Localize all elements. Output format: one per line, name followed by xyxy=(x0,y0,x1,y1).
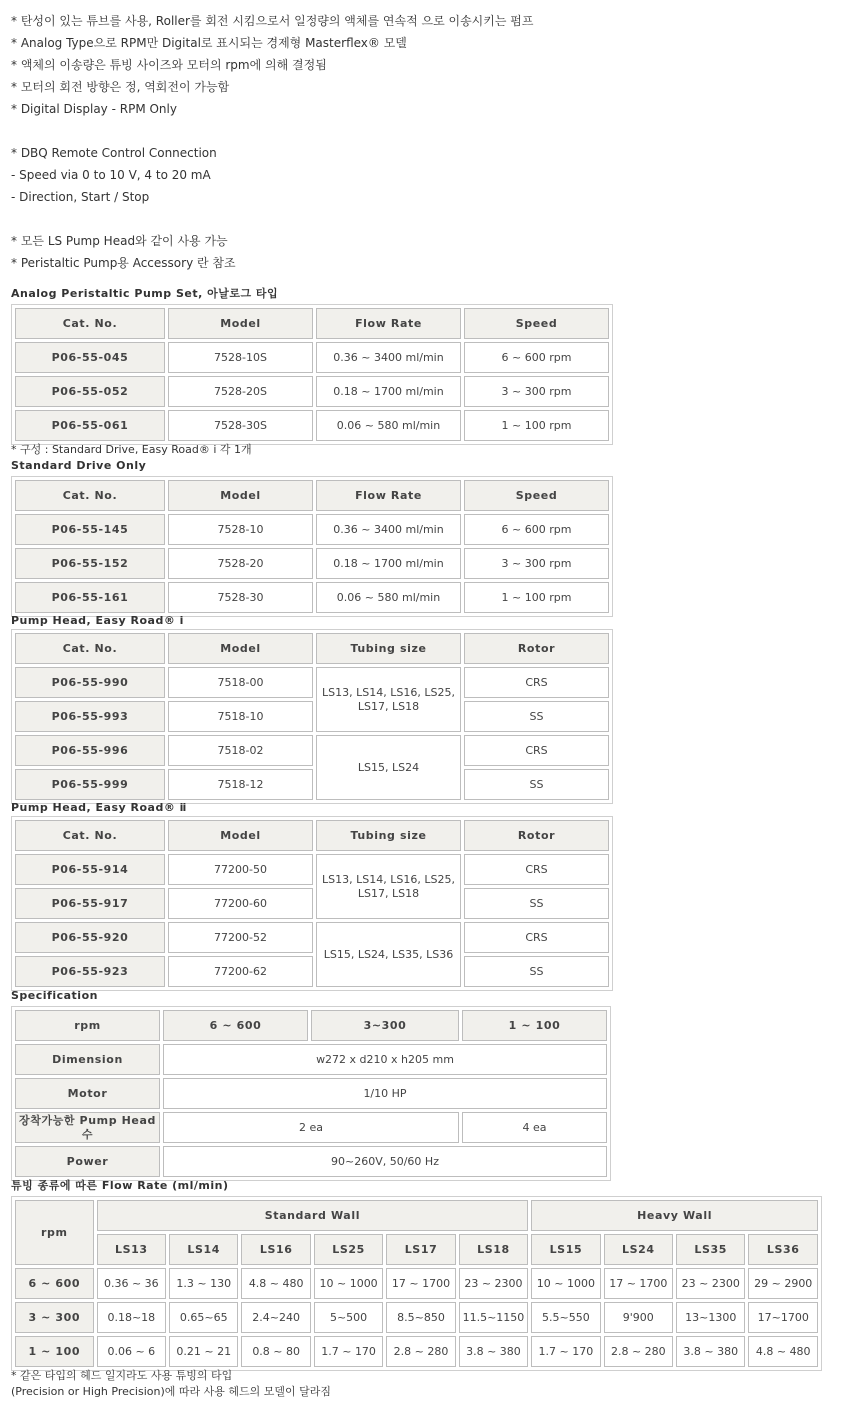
head2-table xyxy=(11,816,613,991)
speed-cell: 1 ~ 100 rpm xyxy=(464,410,609,441)
flow-section-title: 튜빙 종류에 따른 Flow Rate (ml/min) xyxy=(11,1179,229,1192)
flow-value-cell: 17~1700 xyxy=(748,1302,818,1333)
standard-wall-header: Standard Wall xyxy=(97,1200,529,1231)
tubing-size-cell: LS13, LS14, LS16, LS25, LS17, LS18 xyxy=(316,854,461,919)
cat-no-cell: P06-55-990 xyxy=(15,667,165,698)
tube-header-cell: LS15 xyxy=(531,1234,600,1265)
cat-no-cell: P06-55-052 xyxy=(15,376,165,407)
intro-spacer xyxy=(11,120,831,142)
flow-value-cell: 10 ~ 1000 xyxy=(314,1268,383,1299)
model-cell: 7528-30S xyxy=(168,410,313,441)
tubing-size-cell: LS15, LS24, LS35, LS36 xyxy=(316,922,461,987)
table-header-row xyxy=(15,633,609,664)
cat-no-cell: P06-55-161 xyxy=(15,582,165,613)
flow-value-cell: 3.8 ~ 380 xyxy=(459,1336,528,1367)
spec-label-cell: rpm xyxy=(15,1010,160,1041)
rpm-cell: 1 ~ 100 xyxy=(15,1336,94,1367)
spec-section-title: Specification xyxy=(11,989,98,1002)
model-cell: 7518-00 xyxy=(168,667,313,698)
flow-value-cell: 1.7 ~ 170 xyxy=(531,1336,600,1367)
header-cell: Tubing size xyxy=(316,633,461,664)
table-header-row xyxy=(15,480,609,511)
flow-value-cell: 23 ~ 2300 xyxy=(459,1268,528,1299)
header-cell: Flow Rate xyxy=(316,480,461,511)
flow-value-cell: 3.8 ~ 380 xyxy=(676,1336,745,1367)
table-row xyxy=(15,342,609,373)
model-cell: 77200-60 xyxy=(168,888,313,919)
header-cell: Tubing size xyxy=(316,820,461,851)
flow-rate-cell: 0.06 ~ 580 ml/min xyxy=(316,410,461,441)
flow-value-cell: 11.5~1150 xyxy=(459,1302,528,1333)
rotor-cell: CRS xyxy=(464,667,609,698)
tube-header-cell: LS17 xyxy=(386,1234,455,1265)
table-row xyxy=(15,1302,818,1333)
rpm-cell: 3 ~ 300 xyxy=(15,1302,94,1333)
header-cell: Speed xyxy=(464,480,609,511)
intro-text xyxy=(11,10,831,274)
spec-label-cell: Power xyxy=(15,1146,160,1177)
tube-header-cell: LS18 xyxy=(459,1234,528,1265)
tube-header-cell: LS13 xyxy=(97,1234,166,1265)
table-row xyxy=(15,1336,818,1367)
flow-value-cell: 5.5~550 xyxy=(531,1302,600,1333)
header-cell: Cat. No. xyxy=(15,633,165,664)
speed-cell: 6 ~ 600 rpm xyxy=(464,342,609,373)
header-cell: Speed xyxy=(464,308,609,339)
model-cell: 7528-30 xyxy=(168,582,313,613)
flow-value-cell: 0.8 ~ 80 xyxy=(241,1336,310,1367)
cat-no-cell: P06-55-152 xyxy=(15,548,165,579)
table-row xyxy=(15,956,609,987)
header-cell: Model xyxy=(168,480,313,511)
header-cell: Model xyxy=(168,633,313,664)
table-row xyxy=(15,701,609,732)
flow-value-cell: 8.5~850 xyxy=(386,1302,455,1333)
model-cell: 77200-52 xyxy=(168,922,313,953)
flow-note-1: * 같은 타입의 헤드 일지라도 사용 튜빙의 타입 xyxy=(11,1369,233,1382)
cat-no-cell: P06-55-145 xyxy=(15,514,165,545)
cat-no-cell: P06-55-061 xyxy=(15,410,165,441)
tube-header-cell: LS25 xyxy=(314,1234,383,1265)
intro-line: * Digital Display - RPM Only xyxy=(11,102,177,116)
dimension-value-cell: w272 x d210 x h205 mm xyxy=(163,1044,607,1075)
flow-tube-row xyxy=(15,1234,818,1265)
power-value-cell: 90~260V, 50/60 Hz xyxy=(163,1146,607,1177)
spec-row-rpm xyxy=(15,1010,607,1041)
intro-line: * 모터의 회전 방향은 정, 역회전이 가능함 xyxy=(11,80,230,94)
speed-cell: 1 ~ 100 rpm xyxy=(464,582,609,613)
table-row xyxy=(15,376,609,407)
flow-value-cell: 2.4~240 xyxy=(241,1302,310,1333)
flow-value-cell: 17 ~ 1700 xyxy=(386,1268,455,1299)
rotor-cell: SS xyxy=(464,769,609,800)
header-cell: Cat. No. xyxy=(15,820,165,851)
table-row xyxy=(15,582,609,613)
rotor-cell: SS xyxy=(464,701,609,732)
flow-value-cell: 4.8 ~ 480 xyxy=(748,1336,818,1367)
spec-label-cell: Motor xyxy=(15,1078,160,1109)
spec-row-dimension xyxy=(15,1044,607,1075)
flow-value-cell: 0.21 ~ 21 xyxy=(169,1336,238,1367)
head1-section-title: Pump Head, Easy Road® ⅰ xyxy=(11,614,184,627)
tubing-size-cell: LS15, LS24 xyxy=(316,735,461,800)
cat-no-cell: P06-55-996 xyxy=(15,735,165,766)
spec-table xyxy=(11,1006,611,1181)
model-cell: 7528-20S xyxy=(168,376,313,407)
cat-no-cell: P06-55-923 xyxy=(15,956,165,987)
flow-value-cell: 9'900 xyxy=(604,1302,673,1333)
flow-value-cell: 0.36 ~ 36 xyxy=(97,1268,166,1299)
flow-value-cell: 1.7 ~ 170 xyxy=(314,1336,383,1367)
analog-section-title: Analog Peristaltic Pump Set, 아날로그 타입 xyxy=(11,287,279,300)
tube-header-cell: LS24 xyxy=(604,1234,673,1265)
intro-line: * 액체의 이송량은 튜빙 사이즈와 모터의 rpm에 의해 결정됨 xyxy=(11,58,327,72)
model-cell: 7528-10 xyxy=(168,514,313,545)
table-header-row xyxy=(15,308,609,339)
speed-cell: 6 ~ 600 rpm xyxy=(464,514,609,545)
spec-row-motor xyxy=(15,1078,607,1109)
rpm-value-cell: 6 ~ 600 xyxy=(163,1010,308,1041)
flow-rate-cell: 0.36 ~ 3400 ml/min xyxy=(316,514,461,545)
tubing-size-cell: LS13, LS14, LS16, LS25, LS17, LS18 xyxy=(316,667,461,732)
tube-header-cell: LS14 xyxy=(169,1234,238,1265)
header-cell: Rotor xyxy=(464,633,609,664)
table-row xyxy=(15,548,609,579)
spec-row-heads xyxy=(15,1112,607,1143)
flow-value-cell: 0.18~18 xyxy=(97,1302,166,1333)
tube-header-cell: LS16 xyxy=(241,1234,310,1265)
table-row xyxy=(15,735,609,766)
flow-value-cell: 2.8 ~ 280 xyxy=(386,1336,455,1367)
spec-row-power xyxy=(15,1146,607,1177)
table-row xyxy=(15,667,609,698)
cat-no-cell: P06-55-917 xyxy=(15,888,165,919)
header-cell: Model xyxy=(168,308,313,339)
speed-cell: 3 ~ 300 rpm xyxy=(464,548,609,579)
flow-value-cell: 1.3 ~ 130 xyxy=(169,1268,238,1299)
rotor-cell: SS xyxy=(464,888,609,919)
heads-value-cell: 4 ea xyxy=(462,1112,607,1143)
table-row xyxy=(15,769,609,800)
intro-line: * DBQ Remote Control Connection xyxy=(11,146,217,160)
rotor-cell: CRS xyxy=(464,922,609,953)
tube-header-cell: LS36 xyxy=(748,1234,818,1265)
intro-line: * 탄성이 있는 튜브를 사용, Roller를 회전 시킴으로서 일정량의 액체를 연속적 으로 이송시키는 펌프 xyxy=(11,14,534,28)
table-row xyxy=(15,922,609,953)
rpm-cell: 6 ~ 600 xyxy=(15,1268,94,1299)
header-cell: Rotor xyxy=(464,820,609,851)
cat-no-cell: P06-55-914 xyxy=(15,854,165,885)
flow-value-cell: 23 ~ 2300 xyxy=(676,1268,745,1299)
standard-table xyxy=(11,476,613,617)
header-cell: Flow Rate xyxy=(316,308,461,339)
model-cell: 7518-10 xyxy=(168,701,313,732)
table-row xyxy=(15,1268,818,1299)
flow-value-cell: 29 ~ 2900 xyxy=(748,1268,818,1299)
standard-section-title: Standard Drive Only xyxy=(11,459,147,472)
header-cell: Model xyxy=(168,820,313,851)
table-row xyxy=(15,514,609,545)
rpm-header-cell: rpm xyxy=(15,1200,94,1265)
model-cell: 77200-62 xyxy=(168,956,313,987)
intro-line: * Peristaltic Pump용 Accessory 란 참조 xyxy=(11,256,236,270)
header-cell: Cat. No. xyxy=(15,480,165,511)
intro-line: * Analog Type으로 RPM만 Digital로 표시되는 경제형 Masterflex® 모델 xyxy=(11,36,407,50)
flow-header-row xyxy=(15,1200,818,1231)
flow-value-cell: 4.8 ~ 480 xyxy=(241,1268,310,1299)
flow-rate-cell: 0.06 ~ 580 ml/min xyxy=(316,582,461,613)
flow-value-cell: 10 ~ 1000 xyxy=(531,1268,600,1299)
flow-value-cell: 17 ~ 1700 xyxy=(604,1268,673,1299)
model-cell: 7528-20 xyxy=(168,548,313,579)
cat-no-cell: P06-55-993 xyxy=(15,701,165,732)
spec-label-cell: Dimension xyxy=(15,1044,160,1075)
speed-cell: 3 ~ 300 rpm xyxy=(464,376,609,407)
flow-value-cell: 2.8 ~ 280 xyxy=(604,1336,673,1367)
flow-value-cell: 0.65~65 xyxy=(169,1302,238,1333)
flow-rate-cell: 0.18 ~ 1700 ml/min xyxy=(316,376,461,407)
table-row xyxy=(15,410,609,441)
intro-spacer xyxy=(11,208,831,230)
tube-header-cell: LS35 xyxy=(676,1234,745,1265)
motor-value-cell: 1/10 HP xyxy=(163,1078,607,1109)
intro-line: - Speed via 0 to 10 V, 4 to 20 mA xyxy=(11,168,211,182)
cat-no-cell: P06-55-999 xyxy=(15,769,165,800)
head2-section-title: Pump Head, Easy Road® ⅱ xyxy=(11,801,187,814)
table-row xyxy=(15,888,609,919)
header-cell: Cat. No. xyxy=(15,308,165,339)
heavy-wall-header: Heavy Wall xyxy=(531,1200,818,1231)
rotor-cell: SS xyxy=(464,956,609,987)
table-row xyxy=(15,854,609,885)
flow-value-cell: 0.06 ~ 6 xyxy=(97,1336,166,1367)
intro-line: * 모든 LS Pump Head와 같이 사용 가능 xyxy=(11,234,228,248)
flow-rate-cell: 0.18 ~ 1700 ml/min xyxy=(316,548,461,579)
rpm-value-cell: 1 ~ 100 xyxy=(462,1010,607,1041)
analog-table xyxy=(11,304,613,445)
flow-rate-table xyxy=(11,1196,822,1371)
cat-no-cell: P06-55-920 xyxy=(15,922,165,953)
rotor-cell: CRS xyxy=(464,735,609,766)
model-cell: 7518-12 xyxy=(168,769,313,800)
flow-note-2: (Precision or High Precision)에 따라 사용 헤드의 모델이 달라짐 xyxy=(11,1385,332,1398)
rpm-value-cell: 3~300 xyxy=(311,1010,459,1041)
model-cell: 7528-10S xyxy=(168,342,313,373)
analog-note: * 구성 : Standard Drive, Easy Road® ⅰ 각 1개 xyxy=(11,443,252,456)
head1-table xyxy=(11,629,613,804)
cat-no-cell: P06-55-045 xyxy=(15,342,165,373)
table-header-row xyxy=(15,820,609,851)
model-cell: 77200-50 xyxy=(168,854,313,885)
flow-rate-cell: 0.36 ~ 3400 ml/min xyxy=(316,342,461,373)
heads-value-cell: 2 ea xyxy=(163,1112,459,1143)
intro-line: - Direction, Start / Stop xyxy=(11,190,150,204)
spec-label-cell: 장착가능한 Pump Head 수 xyxy=(15,1112,160,1143)
model-cell: 7518-02 xyxy=(168,735,313,766)
flow-value-cell: 13~1300 xyxy=(676,1302,745,1333)
rotor-cell: CRS xyxy=(464,854,609,885)
flow-value-cell: 5~500 xyxy=(314,1302,383,1333)
